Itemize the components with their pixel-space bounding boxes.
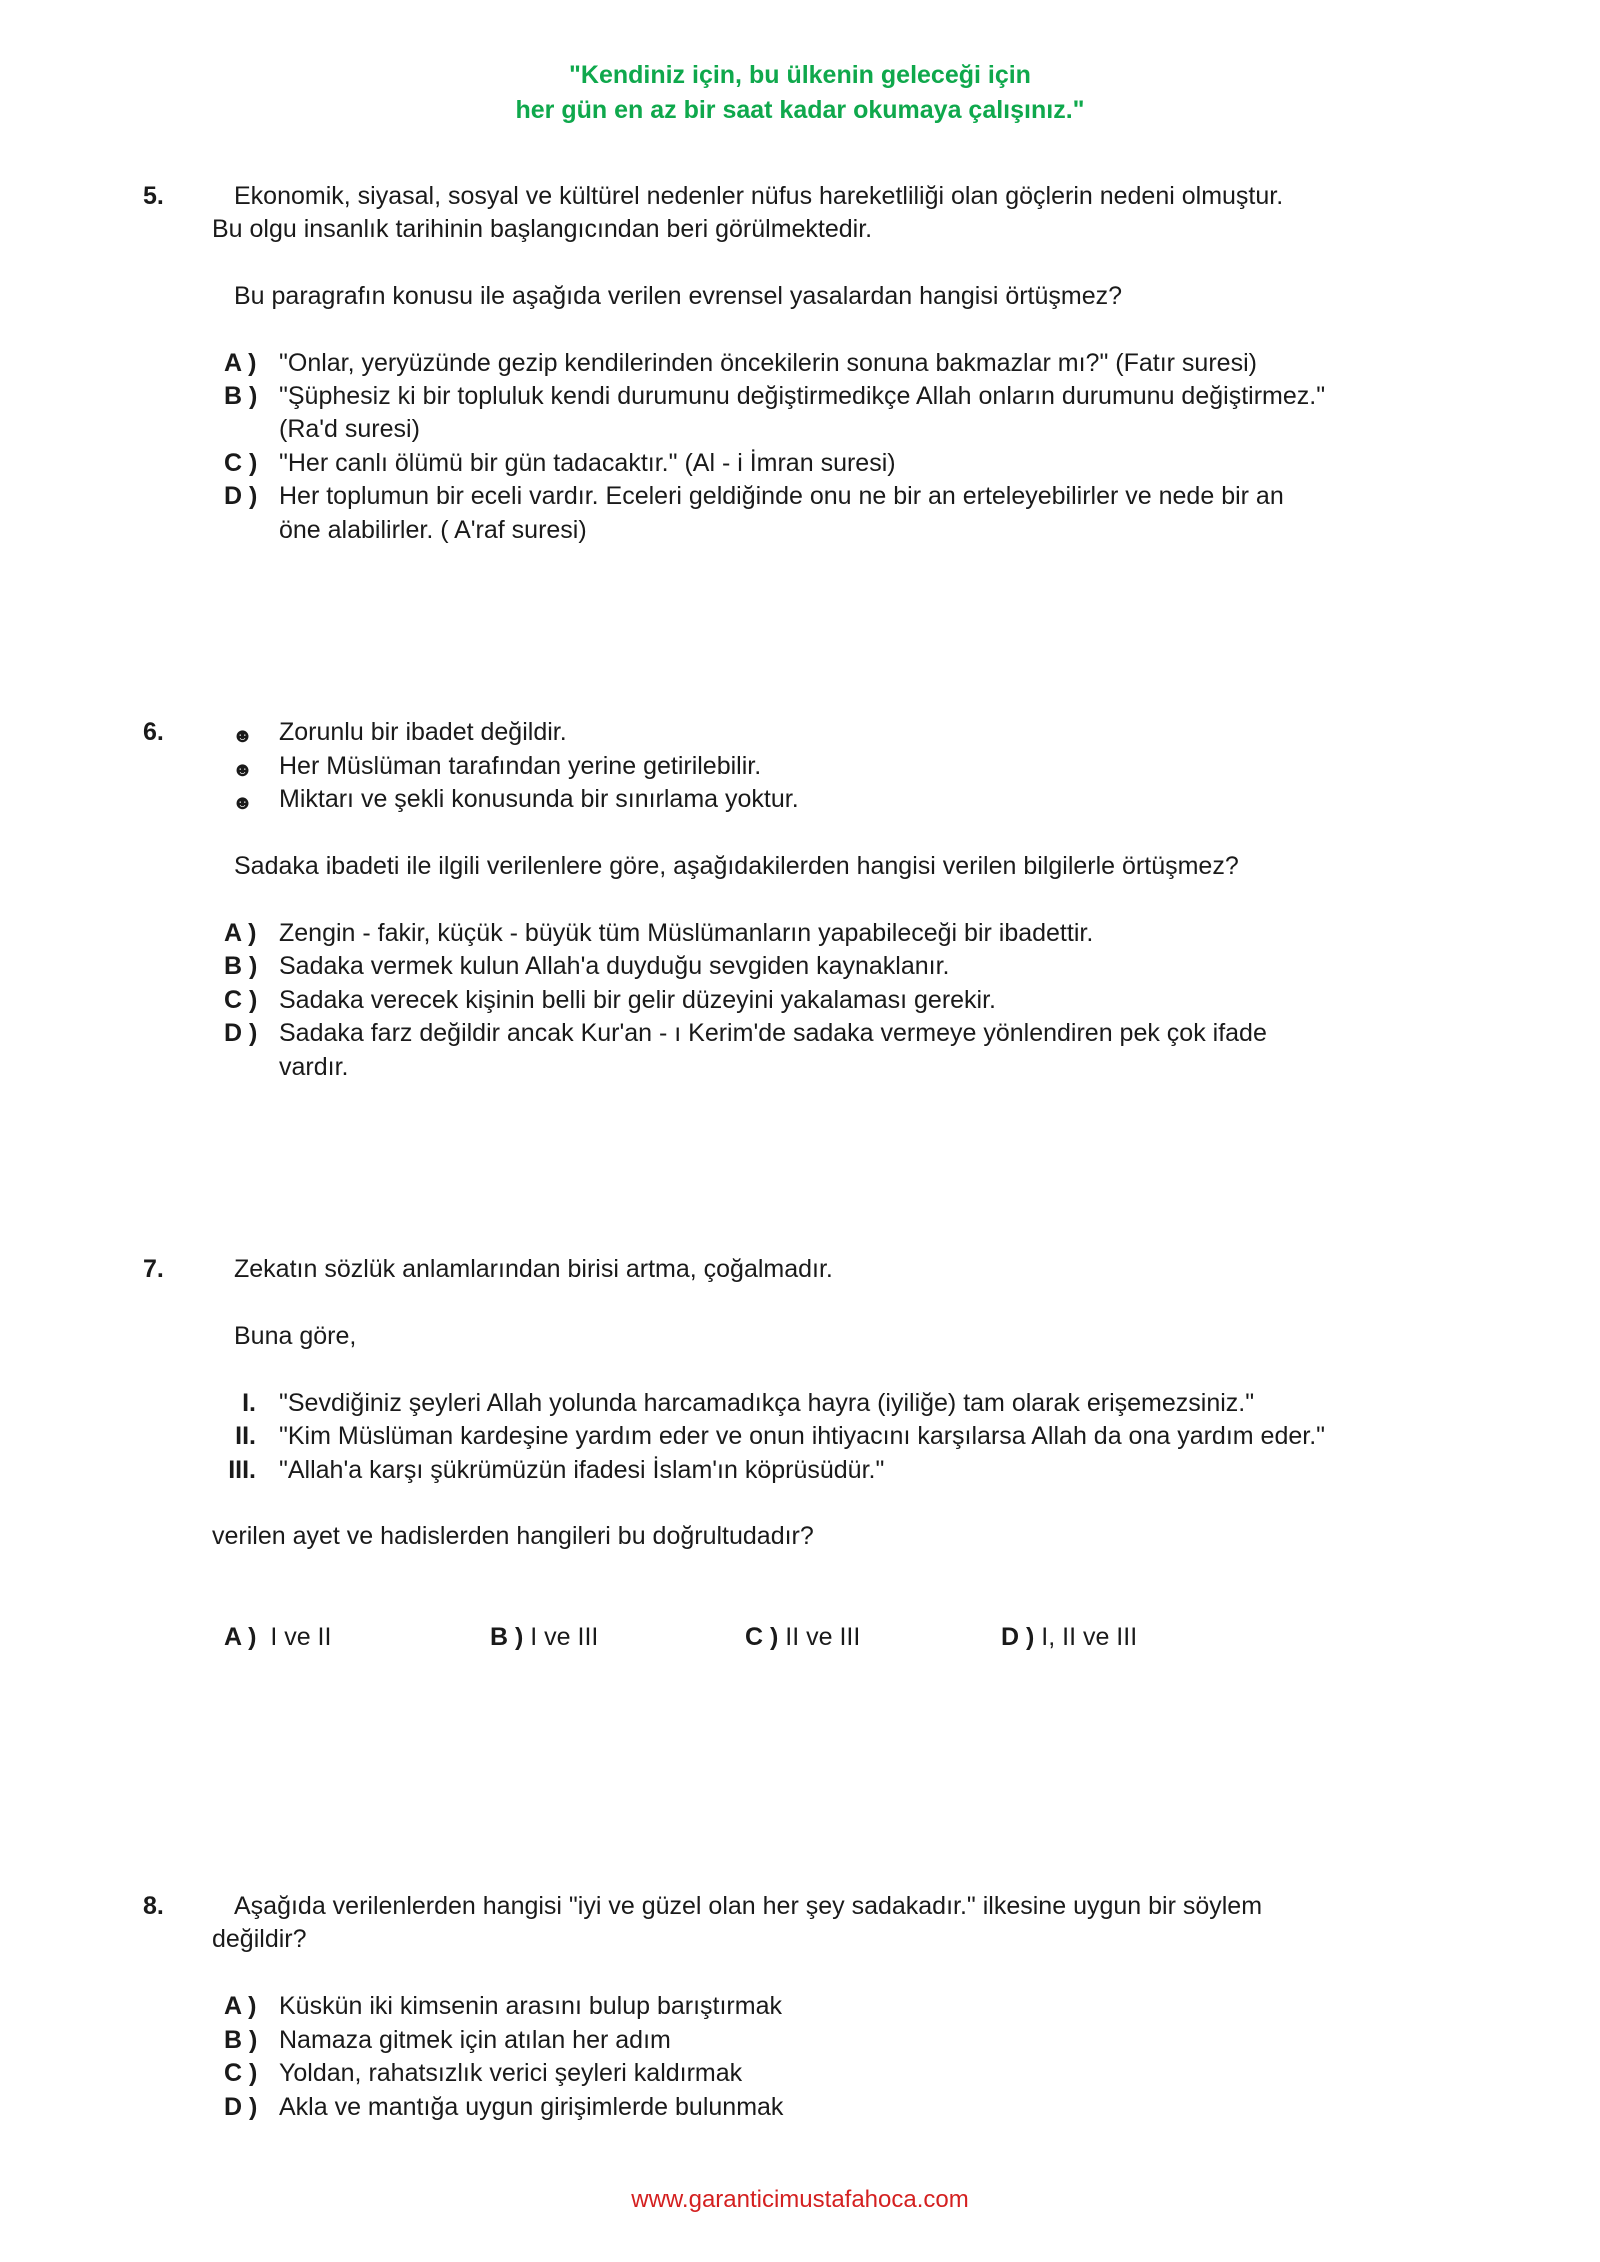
option-d-text[interactable]: öne alabilirler. ( A'raf suresi): [279, 516, 587, 544]
roman-numeral: III.: [228, 1456, 256, 1484]
option-c-text[interactable]: Sadaka verecek kişinin belli bir gelir düzeyini yakalaması gerekir.: [279, 986, 997, 1014]
option-d-text[interactable]: Her toplumun bir eceli vardır. Eceleri geldiğinde onu ne bir an erteleyebilirler ve nede bir an: [279, 482, 1284, 510]
option-d-text[interactable]: Sadaka farz değildir ancak Kur'an - ı Kerim'de sadaka vermeye yönlendiren pek çok ifade: [279, 1019, 1267, 1047]
question-number: 8.: [143, 1892, 164, 1920]
option-b-text[interactable]: Namaza gitmek için atılan her adım: [279, 2026, 671, 2054]
option-d-text[interactable]: vardır.: [279, 1053, 349, 1081]
question-stem: Aşağıda verilenlerden hangisi "iyi ve güzel olan her şey sadakadır." ilkesine uygun bir söylem: [234, 1892, 1263, 1920]
numbered-item: "Kim Müslüman kardeşine yardım eder ve onun ihtiyacını karşılarsa Allah da ona yardım eder.": [279, 1422, 1326, 1450]
option-c-text[interactable]: Yoldan, rahatsızlık verici şeyleri kaldırmak: [279, 2059, 743, 2087]
numbered-item: "Sevdiğiniz şeyleri Allah yolunda harcamadıkça hayra (iyiliğe) tam olarak erişemezsiniz.": [279, 1389, 1255, 1417]
motto-header: [0, 58, 1600, 128]
statement-item: Her Müslüman tarafından yerine getirilebilir.: [279, 752, 762, 780]
statement-item: Miktarı ve şekli konusunda bir sınırlama yoktur.: [279, 785, 799, 813]
option-b-letter[interactable]: B ): [224, 2026, 258, 2054]
option-a-text[interactable]: Zengin - fakir, küçük - büyük tüm Müslümanların yapabileceği bir ibadettir.: [279, 919, 1094, 947]
option-a-text: I ve II: [270, 1623, 332, 1651]
option-c[interactable]: [745, 1621, 860, 1654]
question-prompt: Sadaka ibadeti ile ilgili verilenlere göre, aşağıdakilerden hangisi verilen bilgilerle örtüşmez?: [234, 852, 1239, 880]
option-a-letter[interactable]: A ): [224, 1992, 257, 2020]
question-stem: değildir?: [212, 1925, 307, 1953]
option-a-letter[interactable]: A ): [224, 349, 257, 377]
question-prompt: Bu paragrafın konusu ile aşağıda verilen evrensel yasalardan hangisi örtüşmez?: [234, 282, 1123, 310]
option-c-text: II ve III: [785, 1623, 861, 1651]
option-c-letter[interactable]: C ): [224, 2059, 258, 2087]
question-stem: Bu olgu insanlık tarihinin başlangıcından beri görülmektedir.: [212, 215, 873, 243]
option-b-letter[interactable]: B ): [224, 952, 258, 980]
option-b-text[interactable]: "Şüphesiz ki bir topluluk kendi durumunu değiştirmedikçe Allah onların durumunu değiştirmez.": [279, 382, 1326, 410]
option-b-letter[interactable]: B ): [224, 382, 258, 410]
option-a-letter[interactable]: A ): [224, 919, 257, 947]
option-a-text[interactable]: "Onlar, yeryüzünde gezip kendilerinden öncekilerin sonuna bakmazlar mı?" (Fatır suresi): [279, 349, 1257, 377]
option-c-letter: C ): [745, 1623, 779, 1651]
statement-item: Zorunlu bir ibadet değildir.: [279, 718, 567, 746]
numbered-item: "Allah'a karşı şükrümüzün ifadesi İslam'ın köprüsüdür.": [279, 1456, 885, 1484]
option-b[interactable]: [490, 1621, 598, 1654]
option-a-text[interactable]: Küskün iki kimsenin arasını bulup barıştırmak: [279, 1992, 782, 2020]
option-b-letter: B ): [490, 1623, 524, 1651]
option-c-text[interactable]: "Her canlı ölümü bir gün tadacaktır." (Al - i İmran suresi): [279, 449, 896, 477]
option-c-letter[interactable]: C ): [224, 986, 258, 1014]
smiley-bullet-icon: ☻: [232, 725, 254, 747]
motto-line-1: "Kendiniz için, bu ülkenin geleceği için: [569, 61, 1031, 89]
question-stem: Ekonomik, siyasal, sosyal ve kültürel nedenler nüfus hareketliliği olan göçlerin nedeni olmuştur.: [234, 182, 1284, 210]
question-lead: Buna göre,: [234, 1322, 357, 1350]
question-number: 6.: [143, 718, 164, 746]
roman-numeral: II.: [235, 1422, 256, 1450]
smiley-bullet-icon: ☻: [232, 759, 254, 781]
question-number: 7.: [143, 1255, 164, 1283]
option-d-letter[interactable]: D ): [224, 1019, 258, 1047]
option-b-text: I ve III: [530, 1623, 599, 1651]
option-a-letter: A ): [224, 1623, 257, 1651]
option-d-letter[interactable]: D ): [224, 482, 258, 510]
question-prompt: verilen ayet ve hadislerden hangileri bu doğrultudadır?: [212, 1522, 814, 1550]
option-a[interactable]: [224, 1621, 331, 1654]
option-d-letter: D ): [1001, 1623, 1035, 1651]
option-b-text[interactable]: Sadaka vermek kulun Allah'a duyduğu sevgiden kaynaklanır.: [279, 952, 950, 980]
roman-numeral: I.: [242, 1389, 256, 1417]
footer-website-link[interactable]: www.garanticimustafahoca.com: [631, 2186, 969, 2213]
option-d-letter[interactable]: D ): [224, 2093, 258, 2121]
question-number: 5.: [143, 182, 164, 210]
option-b-text[interactable]: (Ra'd suresi): [279, 415, 420, 443]
option-d[interactable]: [1001, 1621, 1137, 1654]
option-d-text[interactable]: Akla ve mantığa uygun girişimlerde bulunmak: [279, 2093, 784, 2121]
question-stem: Zekatın sözlük anlamlarından birisi artma, çoğalmadır.: [234, 1255, 833, 1283]
motto-line-2: her gün en az bir saat kadar okumaya çalışınız.": [515, 96, 1085, 124]
smiley-bullet-icon: ☻: [232, 792, 254, 814]
option-c-letter[interactable]: C ): [224, 449, 258, 477]
option-d-text: I, II ve III: [1041, 1623, 1138, 1651]
